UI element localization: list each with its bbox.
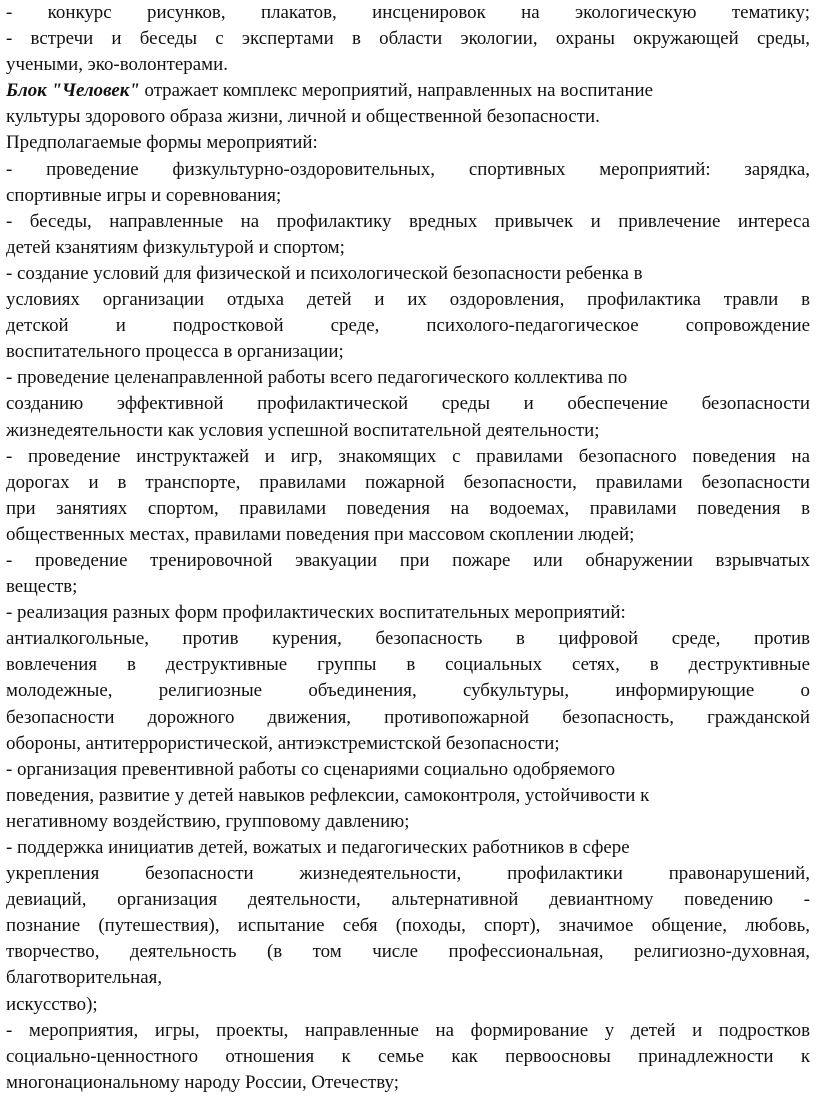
text-line: при занятиях спортом, правилами поведения на водоемах, правилами поведения в: [6, 497, 810, 519]
text-line: - мероприятия, игры, проекты, направленные на формирование у детей и подростков: [6, 1019, 810, 1041]
text-line: [6, 78, 810, 104]
text-line: поведения, развитие у детей навыков рефлексии, самоконтроля, устойчивости к: [6, 784, 650, 806]
text-line: - организация превентивной работы со сценариями социально одобряемого: [6, 758, 616, 780]
text-line: благотворительная,: [6, 967, 163, 989]
text-line: - встречи и беседы с экспертами в области экологии, охраны окружающей среды,: [6, 28, 810, 50]
text-line: - поддержка инициатив детей, вожатых и педагогических работников в сфере: [6, 837, 630, 858]
text-line: условиях организации отдыха детей и их оздоровления, профилактика травли в: [6, 289, 810, 311]
text-line: социально-ценностного отношения к семье как первоосновы принадлежности к: [6, 1045, 810, 1067]
text-line: созданию эффективной профилактической среды и обеспечение безопасности: [6, 393, 810, 415]
text-line: детской и подростковой среде, психолого-педагогическое сопровождение: [6, 315, 810, 337]
text-line: девиаций, организация деятельности, альтернативной девиантному поведению -: [6, 889, 810, 911]
text-line: молодежные, религиозные объединения, субкультуры, информирующие о: [6, 680, 810, 702]
text-line: вовлечения в деструктивные группы в социальных сетях, в деструктивные: [6, 654, 810, 676]
text-line: - проведение целенаправленной работы всего педагогического коллектива по: [6, 367, 628, 389]
text-line: - проведение инструктажей и игр, знакомящих с правилами безопасного поведения на: [6, 445, 810, 467]
text-line: - конкурс рисунков, плакатов, инсценировок на экологическую тематику;: [6, 2, 810, 23]
text-line: антиалкогольные, против курения, безопасность в цифровой среде, против: [6, 628, 810, 650]
text-line: общественных местах, правилами поведения при массовом скоплении людей;: [6, 523, 635, 545]
text-line: Предполагаемые формы мероприятий:: [6, 132, 318, 154]
text-line: - беседы, направленные на профилактику вредных привычек и привлечение интереса: [6, 210, 810, 232]
text-line: - проведение тренировочной эвакуации при пожаре или обнаружении взрывчатых: [6, 549, 810, 571]
text-line: многонациональному народу России, Отечеству;: [6, 1071, 399, 1093]
text-line: негативному воздействию, групповому давлению;: [6, 810, 410, 832]
text-line: жизнедеятельности как условия успешной воспитательной деятельности;: [6, 419, 600, 441]
text-line: искусство);: [6, 993, 98, 1015]
text-line: - проведение физкультурно-оздоровительных, спортивных мероприятий: зарядка,: [6, 158, 810, 180]
text-line: дорогах и в транспорте, правилами пожарной безопасности, правилами безопасности: [6, 471, 810, 493]
text-line: спортивные игры и соревнования;: [6, 184, 282, 206]
text-line: творчество, деятельность (в том числе профессиональная, религиозно-духовная,: [6, 941, 810, 963]
text-fragment: отражает комплекс мероприятий, направленных на воспитание: [144, 80, 654, 102]
text-line: укрепления безопасности жизнедеятельности, профилактики правонарушений,: [6, 863, 810, 885]
text-line: - создание условий для физической и психологической безопасности ребенка в: [6, 262, 643, 284]
text-line: веществ;: [6, 576, 78, 598]
text-line: безопасности дорожного движения, противопожарной безопасность, гражданской: [6, 706, 810, 728]
text-line: - реализация разных форм профилактических воспитательных мероприятий:: [6, 602, 626, 624]
block-heading: Блок "Человек": [6, 80, 140, 102]
text-line: учеными, эко-волонтерами.: [6, 54, 228, 76]
text-line: воспитательного процесса в организации;: [6, 341, 344, 363]
text-line: культуры здорового образа жизни, личной и общественной безопасности.: [6, 106, 600, 128]
text-line: обороны, антитеррористической, антиэкстремистской безопасности;: [6, 732, 560, 754]
text-line: детей кзанятиям физкультурой и спортом;: [6, 236, 345, 258]
text-line: познание (путешествия), испытание себя (походы, спорт), значимое общение, любовь,: [6, 915, 810, 937]
